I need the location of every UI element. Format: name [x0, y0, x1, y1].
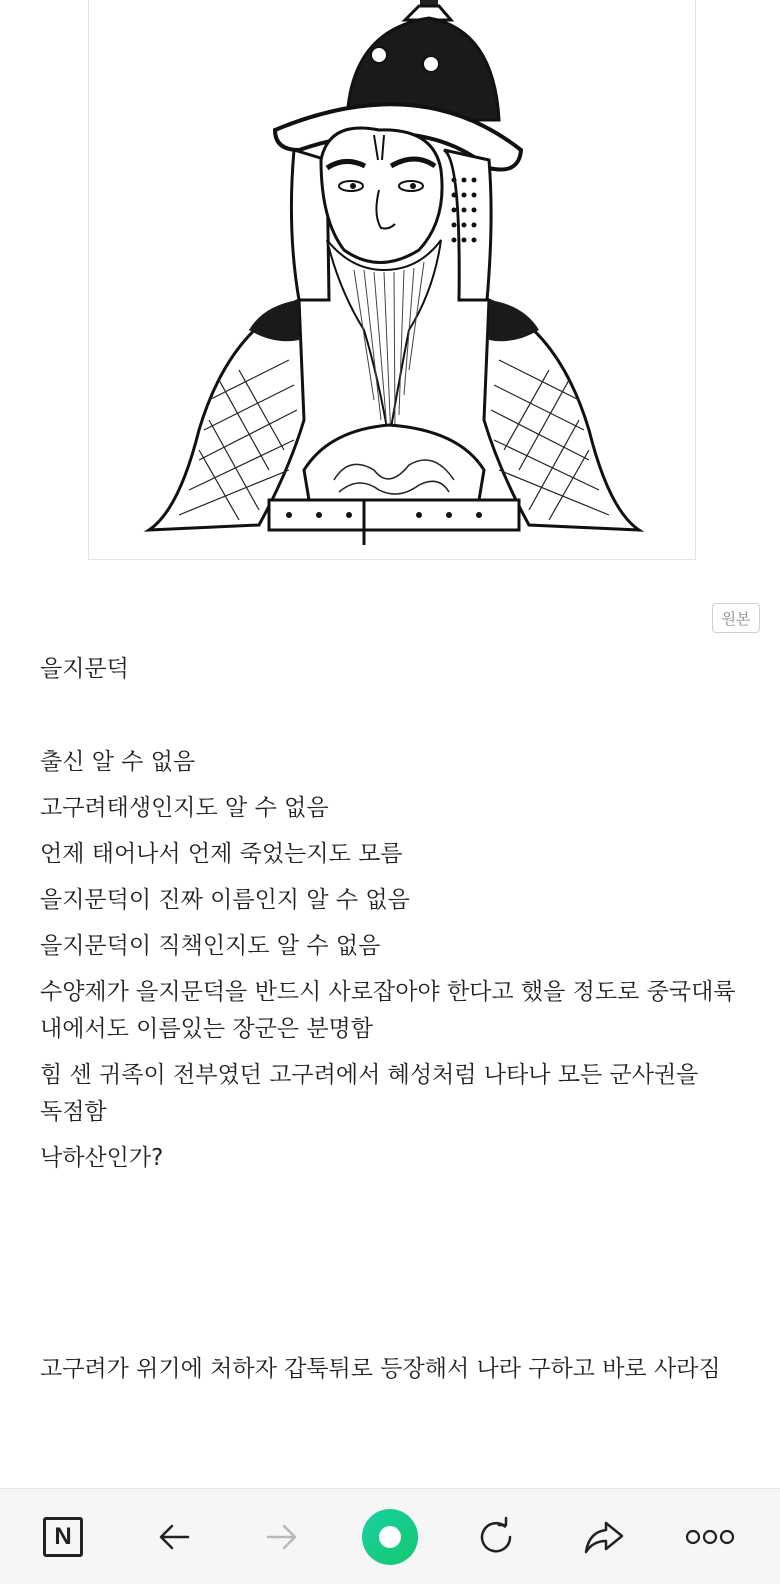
article-line: 낙하산인가? — [40, 1145, 164, 1171]
article-line: 출신 알 수 없음 — [40, 749, 196, 775]
home-icon — [362, 1509, 418, 1565]
forward-button[interactable] — [242, 1489, 322, 1584]
more-icon — [685, 1527, 735, 1547]
article-paragraph-title: 을지문덕 — [40, 656, 129, 682]
refresh-icon — [474, 1515, 518, 1559]
view-original-button[interactable]: 원본 — [712, 603, 760, 633]
share-icon — [582, 1515, 626, 1559]
naver-home-button[interactable] — [23, 1489, 103, 1584]
more-button[interactable] — [670, 1489, 750, 1584]
refresh-button[interactable] — [456, 1489, 536, 1584]
article-line: 힘 센 귀족이 전부였던 고구려에서 혜성처럼 나타나 모든 군사권을 독점함 — [40, 1062, 699, 1125]
naver-logo-icon: N — [43, 1517, 83, 1557]
article-closing-line: 고구려가 위기에 처하자 갑툭튀로 등장해서 나라 구하고 바로 사라짐 — [40, 1356, 721, 1382]
home-button[interactable] — [350, 1489, 430, 1584]
article-line: 수양제가 을지문덕을 반드시 사로잡아야 한다고 했을 정도로 중국대륙 내에서도 이름있는 장군은 분명함 — [40, 979, 736, 1042]
back-arrow-icon — [154, 1517, 194, 1557]
article-body — [40, 651, 750, 1397]
back-button[interactable] — [134, 1489, 214, 1584]
article-line: 을지문덕이 진짜 이름인지 알 수 없음 — [40, 887, 410, 913]
forward-arrow-icon — [262, 1517, 302, 1557]
general-portrait-illustration — [89, 0, 695, 558]
article-line: 언제 태어나서 언제 죽었는지도 모름 — [40, 841, 403, 867]
article-line: 을지문덕이 직책인지도 알 수 없음 — [40, 933, 381, 959]
article-line: 고구려태생인지도 알 수 없음 — [40, 795, 329, 821]
share-button[interactable] — [564, 1489, 644, 1584]
article-image[interactable] — [88, 0, 696, 560]
browser-bottom-toolbar — [0, 1488, 780, 1584]
